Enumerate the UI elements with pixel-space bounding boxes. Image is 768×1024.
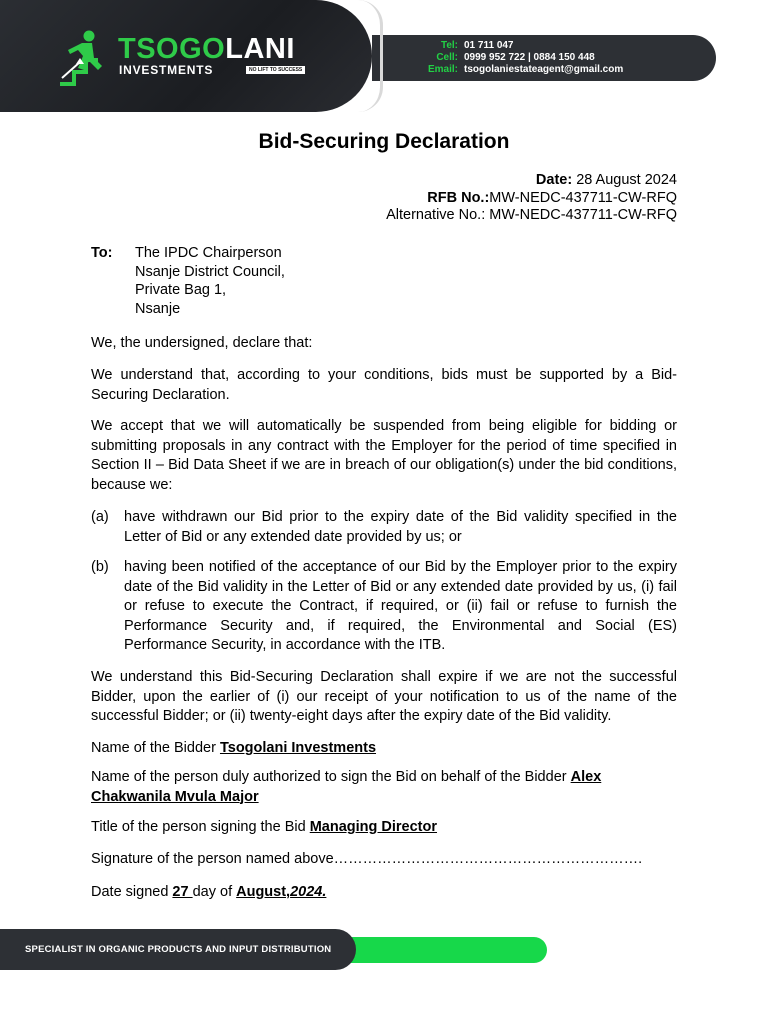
signature-line bbox=[91, 850, 677, 870]
condition-b-label: (b) bbox=[91, 559, 109, 575]
rfb-line bbox=[386, 190, 677, 208]
cell-label: Cell: bbox=[436, 52, 458, 63]
condition-b bbox=[91, 558, 677, 656]
date-signed-label: Date signed bbox=[91, 884, 173, 900]
to-label: To: bbox=[91, 245, 113, 261]
footer-slogan: SPECIALIST IN ORGANIC PRODUCTS AND INPUT DISTRIBUTION bbox=[25, 944, 332, 955]
contact-email bbox=[394, 64, 623, 75]
signer-title-label: Title of the person signing the Bid bbox=[91, 819, 310, 835]
bidder-value: Tsogolani Investments bbox=[219, 740, 377, 756]
rfb-label: RFB No.: bbox=[427, 189, 490, 206]
signature-dots: ………………………………………………………. bbox=[333, 851, 643, 867]
recipient-line: The IPDC Chairperson bbox=[135, 245, 282, 261]
alt-value: MW-NEDC-437711-CW-RFQ bbox=[489, 207, 677, 223]
logo-name-part1: TSOGO bbox=[118, 33, 226, 65]
letterhead bbox=[0, 0, 768, 115]
signer-title-line bbox=[91, 818, 677, 838]
logo-tagline: NO LIFT TO SUCCESS bbox=[246, 66, 305, 74]
recipient-line: Nsanje bbox=[135, 300, 181, 317]
date-line bbox=[386, 172, 677, 190]
paragraph-suspension: We accept that we will automatically be suspended from being eligible for bidding or submitting proposals in any contract with the Employer for the period of time specified in Section II – Bid Data Sheet if we are in breach of our obligation(s) under the bid conditions, because we: bbox=[91, 418, 677, 493]
condition-b-text: having been notified of the acceptance of our Bid by the Employer prior to the expiry date of the Bid validity in the Letter of Bid or any extended date provided by us, (i) fail or refuse to execute the Contract, if required, or (ii) fail or refuse to furnish the Performance Security and, if required, the Environmental and Social (ES) Performance Security, in accordance with the ITB. bbox=[124, 559, 677, 653]
date-signed-line bbox=[91, 883, 677, 903]
signature-label: Signature of the person named above bbox=[91, 851, 334, 867]
rfb-value: MW-NEDC-437711-CW-RFQ bbox=[489, 189, 677, 206]
date-value: 28 August 2024 bbox=[572, 172, 677, 188]
recipient-line: Nsanje District Council, bbox=[135, 263, 285, 280]
day-value: 27 bbox=[172, 884, 193, 900]
recipient-block bbox=[91, 244, 285, 318]
alt-label: Alternative No.: bbox=[386, 207, 490, 223]
tel-label: Tel: bbox=[440, 40, 458, 51]
recipient-line: Private Bag 1, bbox=[135, 282, 227, 298]
authorized-label: Name of the person duly authorized to sign the Bid on behalf of the Bidder bbox=[91, 769, 571, 785]
document-title: Bid-Securing Declaration bbox=[258, 130, 510, 153]
signer-title-value: Managing Director bbox=[309, 819, 438, 835]
date-label: Date: bbox=[535, 172, 573, 188]
day-of-text: day of bbox=[192, 884, 237, 900]
year-value: 2024. bbox=[290, 884, 327, 900]
company-logo-text bbox=[118, 33, 295, 66]
paragraph-expiry: We understand this Bid-Securing Declaration shall expire if we are not the successful Bidder, upon the earlier of (i) our receipt of your notification to us of the name of the successful Bidder; or (ii) twenty-eight days after the expiry date of the Bid validity. bbox=[91, 669, 677, 724]
cell-value: 0999 952 722 | 0884 150 448 bbox=[464, 52, 595, 63]
footer-green-bar bbox=[350, 937, 547, 963]
contact-tel bbox=[394, 40, 514, 51]
month-value: August, bbox=[236, 884, 291, 900]
declaration-intro: We, the undersigned, declare that: bbox=[91, 335, 313, 351]
condition-a bbox=[91, 508, 677, 547]
logo-name-part2: LANI bbox=[225, 33, 295, 65]
authorized-person-line bbox=[91, 768, 677, 807]
logo-subtitle: INVESTMENTS bbox=[119, 63, 214, 77]
condition-a-text: have withdrawn our Bid prior to the expiry date of the Bid validity specified in the Letter of Bid or any extended date provided by us; or bbox=[124, 509, 677, 545]
authorized-value: Alex Chakwanila Mvula Major bbox=[91, 769, 602, 805]
paragraph-understanding: We understand that, according to your conditions, bids must be supported by a Bid-Securing Declaration. bbox=[91, 367, 677, 403]
reference-block bbox=[386, 172, 677, 225]
condition-a-label: (a) bbox=[91, 509, 109, 525]
bidder-label: Name of the Bidder bbox=[91, 740, 220, 756]
email-label: Email: bbox=[427, 64, 458, 75]
email-value: tsogolaniestateagent@gmail.com bbox=[464, 64, 624, 75]
tel-value: 01 711 047 bbox=[464, 40, 514, 51]
bidder-name-line bbox=[91, 739, 677, 759]
climbing-man-icon bbox=[56, 28, 116, 88]
alt-line bbox=[386, 207, 677, 225]
contact-cell bbox=[394, 52, 595, 63]
